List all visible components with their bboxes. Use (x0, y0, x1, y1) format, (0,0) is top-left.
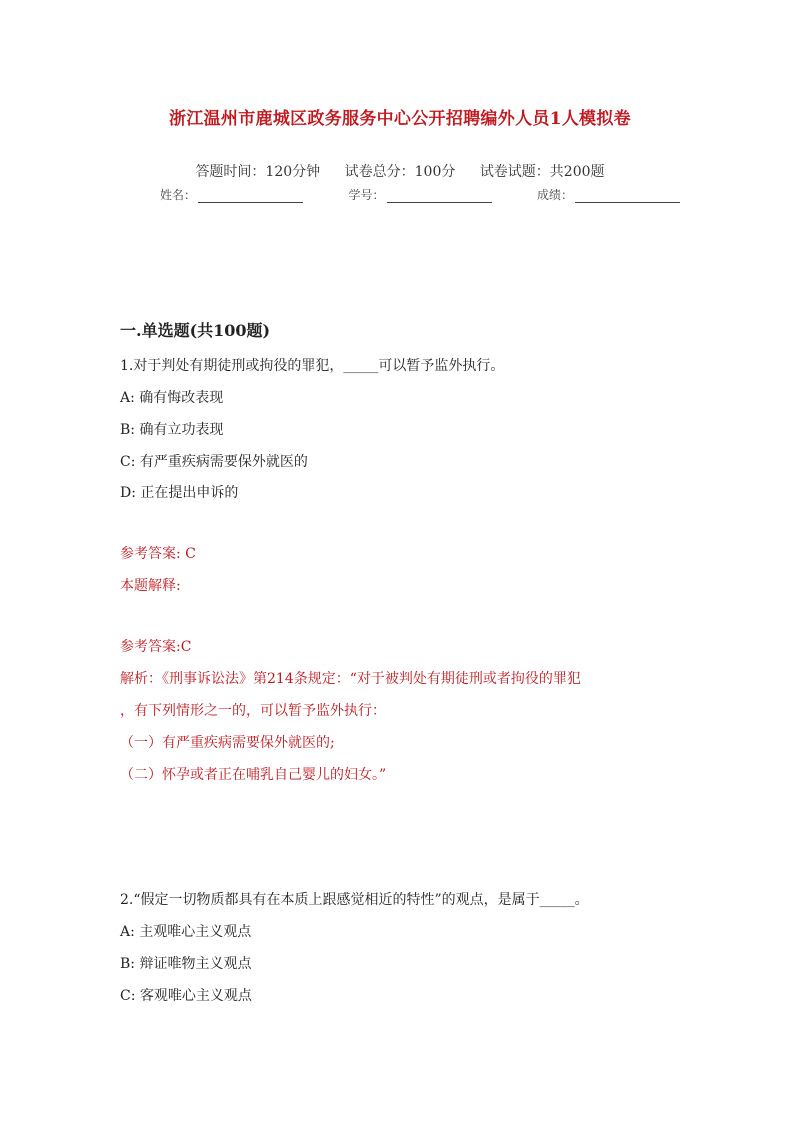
grade-field (537, 186, 680, 203)
exam-meta (0, 161, 800, 181)
question-1-option-c: C: 有严重疾病需要保外就医的 (120, 454, 308, 470)
question-1-explanation-line-4: （二）怀孕或者正在哺乳自己婴儿的妇女。” (120, 767, 387, 783)
exam-total-score: 试卷总分：100分 (344, 164, 456, 180)
question-1-answer: 参考答案: C (120, 546, 196, 562)
question-2-stem: 2.“假定一切物质都具有在本质上跟感觉相近的特性”的观点，是属于_____。 (120, 892, 589, 908)
question-2-option-c: C: 客观唯心主义观点 (120, 988, 252, 1004)
id-blank (387, 190, 492, 203)
grade-label: 成绩： (536, 188, 573, 202)
student-info (160, 186, 680, 203)
question-1-stem: 1.对于判处有期徒刑或拘役的罪犯，_____可以暂予监外执行。 (120, 358, 505, 374)
id-field (348, 186, 491, 203)
name-blank (198, 190, 303, 203)
question-1-explanation-line-2: ，有下列情形之一的，可以暂予监外执行： (120, 703, 386, 719)
exam-question-count: 试卷试题：共200题 (479, 164, 605, 180)
grade-blank (575, 190, 680, 203)
question-1-explanation-line-3: （一）有严重疾病需要保外就医的; (120, 735, 335, 751)
name-field (160, 186, 303, 203)
question-1-option-b: B: 确有立功表现 (120, 422, 224, 438)
question-1-answer-repeat: 参考答案:C (120, 639, 192, 655)
exam-time: 答题时间：120分钟 (195, 164, 321, 180)
question-1-explanation-line-1: 解析：《刑事诉讼法》第214条规定：“对于被判处有期徒刑或者拘役的罪犯 (120, 671, 581, 687)
question-1-option-a: A: 确有悔改表现 (120, 390, 224, 406)
page-title: 浙江温州市鹿城区政务服务中心公开招聘编外人员1人模拟卷 (169, 109, 631, 129)
question-1-option-d: D: 正在提出申诉的 (120, 485, 239, 501)
id-label: 学号： (348, 188, 385, 202)
name-label: 姓名： (160, 188, 197, 202)
question-2-option-b: B: 辩证唯物主义观点 (120, 956, 252, 972)
question-2-option-a: A: 主观唯心主义观点 (120, 924, 252, 940)
question-1-explain-label: 本题解释: (120, 578, 181, 594)
section-title: 一.单选题(共100题) (120, 321, 271, 340)
